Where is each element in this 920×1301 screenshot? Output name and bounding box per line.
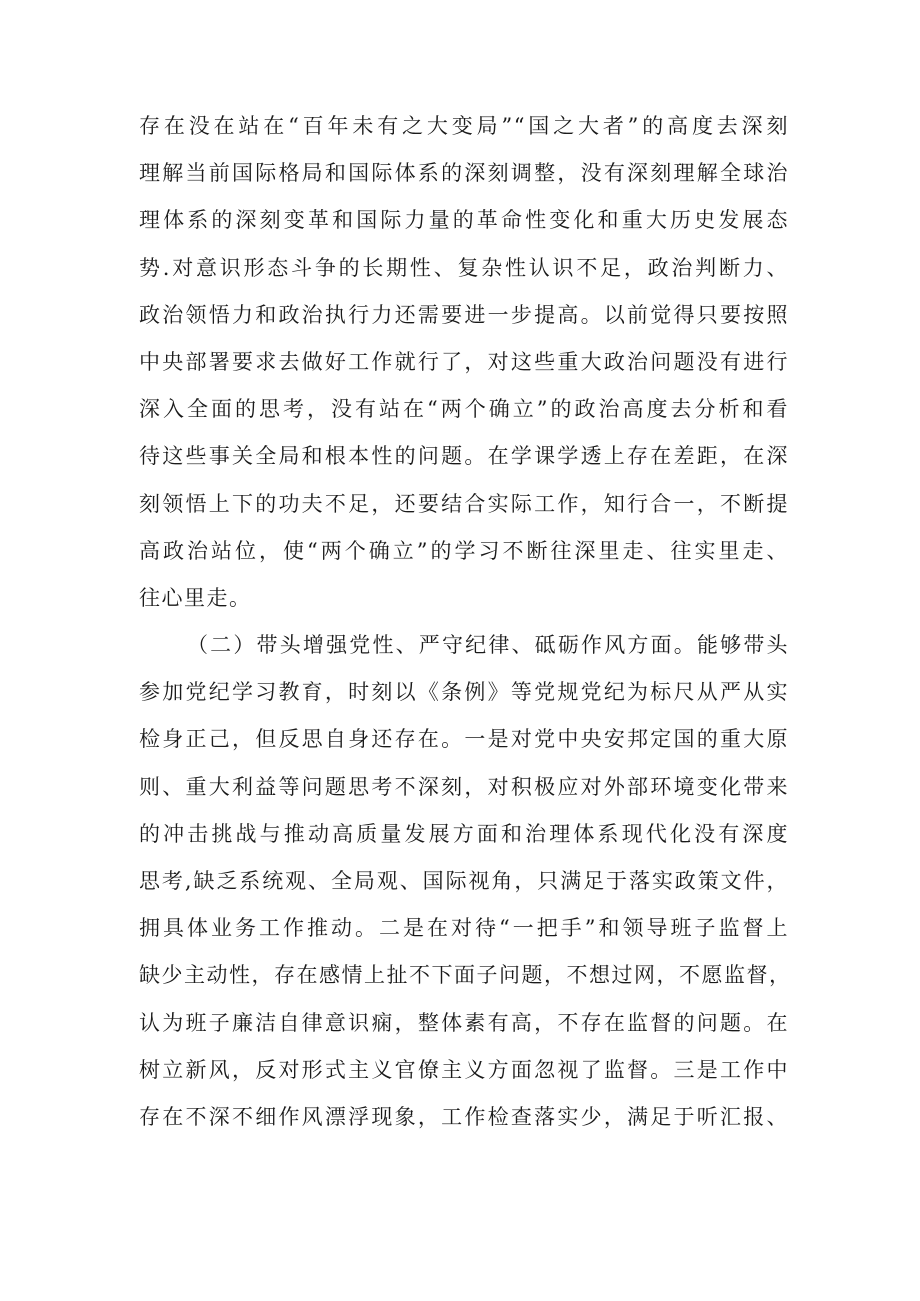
text-line: 理体系的深刻变革和国际力量的革命性变化和重大历史发展态 [139, 208, 789, 233]
text-line: 则、重大利益等问题思考不深刻，对积极应对外部环境变化带来 [139, 774, 789, 799]
text-line: 缺少主动性，存在感情上扯不下面子问题，不想过网，不愿监督， [139, 963, 792, 988]
text-line: 检身正己，但反思自身还存在。一是对党中央安邦定国的重大原 [139, 727, 789, 752]
text-line: 理解当前国际格局和国际体系的深刻调整，没有深刻理解全球治 [139, 161, 789, 186]
text-line: 思考,缺乏系统观、全局观、国际视角，只满足于落实政策文件， [139, 869, 789, 893]
text-line: 认为班子廉洁自律意识痫，整体素有高，不存在监督的问题。在 [139, 1010, 789, 1035]
text-line: 往心里走。 [139, 585, 252, 610]
text-line: 存在不深不细作风漂浮现象，工作检查落实少，满足于听汇报、 [139, 1104, 789, 1129]
document-body [139, 103, 792, 1141]
text-line: 待这些事关全局和根本性的问题。在学课学透上存在差距，在深 [139, 444, 789, 469]
text-line: 参加党纪学习教育，时刻以《条例》等党规党纪为标尺从严从实 [139, 680, 789, 705]
text-line: 拥具体业务工作推动。二是在对待“一把手”和领导班子监督上 [139, 916, 789, 941]
text-line: 政治领悟力和政治执行力还需要进一步提高。以前觉得只要按照 [139, 302, 789, 327]
section-heading-line: （二）带头增强党性、严守纪律、砥砺作风方面。能够带头 [187, 633, 789, 658]
text-line: 中央部署要求去做好工作就行了，对这些重大政治问题没有进行 [139, 349, 789, 374]
text-line: 高政治站位，使“两个确立”的学习不断往深里走、往实里走、 [139, 538, 789, 563]
text-line: 深入全面的思考，没有站在“两个确立”的政治高度去分析和看 [139, 397, 789, 422]
text-line: 的冲击挑战与推动高质量发展方面和治理体系现代化没有深度 [139, 821, 789, 846]
text-line: 存在没在站在“百年未有之大变局”“国之大者”的高度去深刻 [139, 114, 789, 138]
text-line: 势.对意识形态斗争的长期性、复杂性认识不足，政治判断力、 [139, 255, 789, 280]
text-line: 刻领悟上下的功夫不足，还要结合实际工作，知行合一，不断提 [139, 491, 789, 516]
text-line: 树立新风，反对形式主义官僚主义方面忽视了监督。三是工作中 [139, 1057, 789, 1082]
